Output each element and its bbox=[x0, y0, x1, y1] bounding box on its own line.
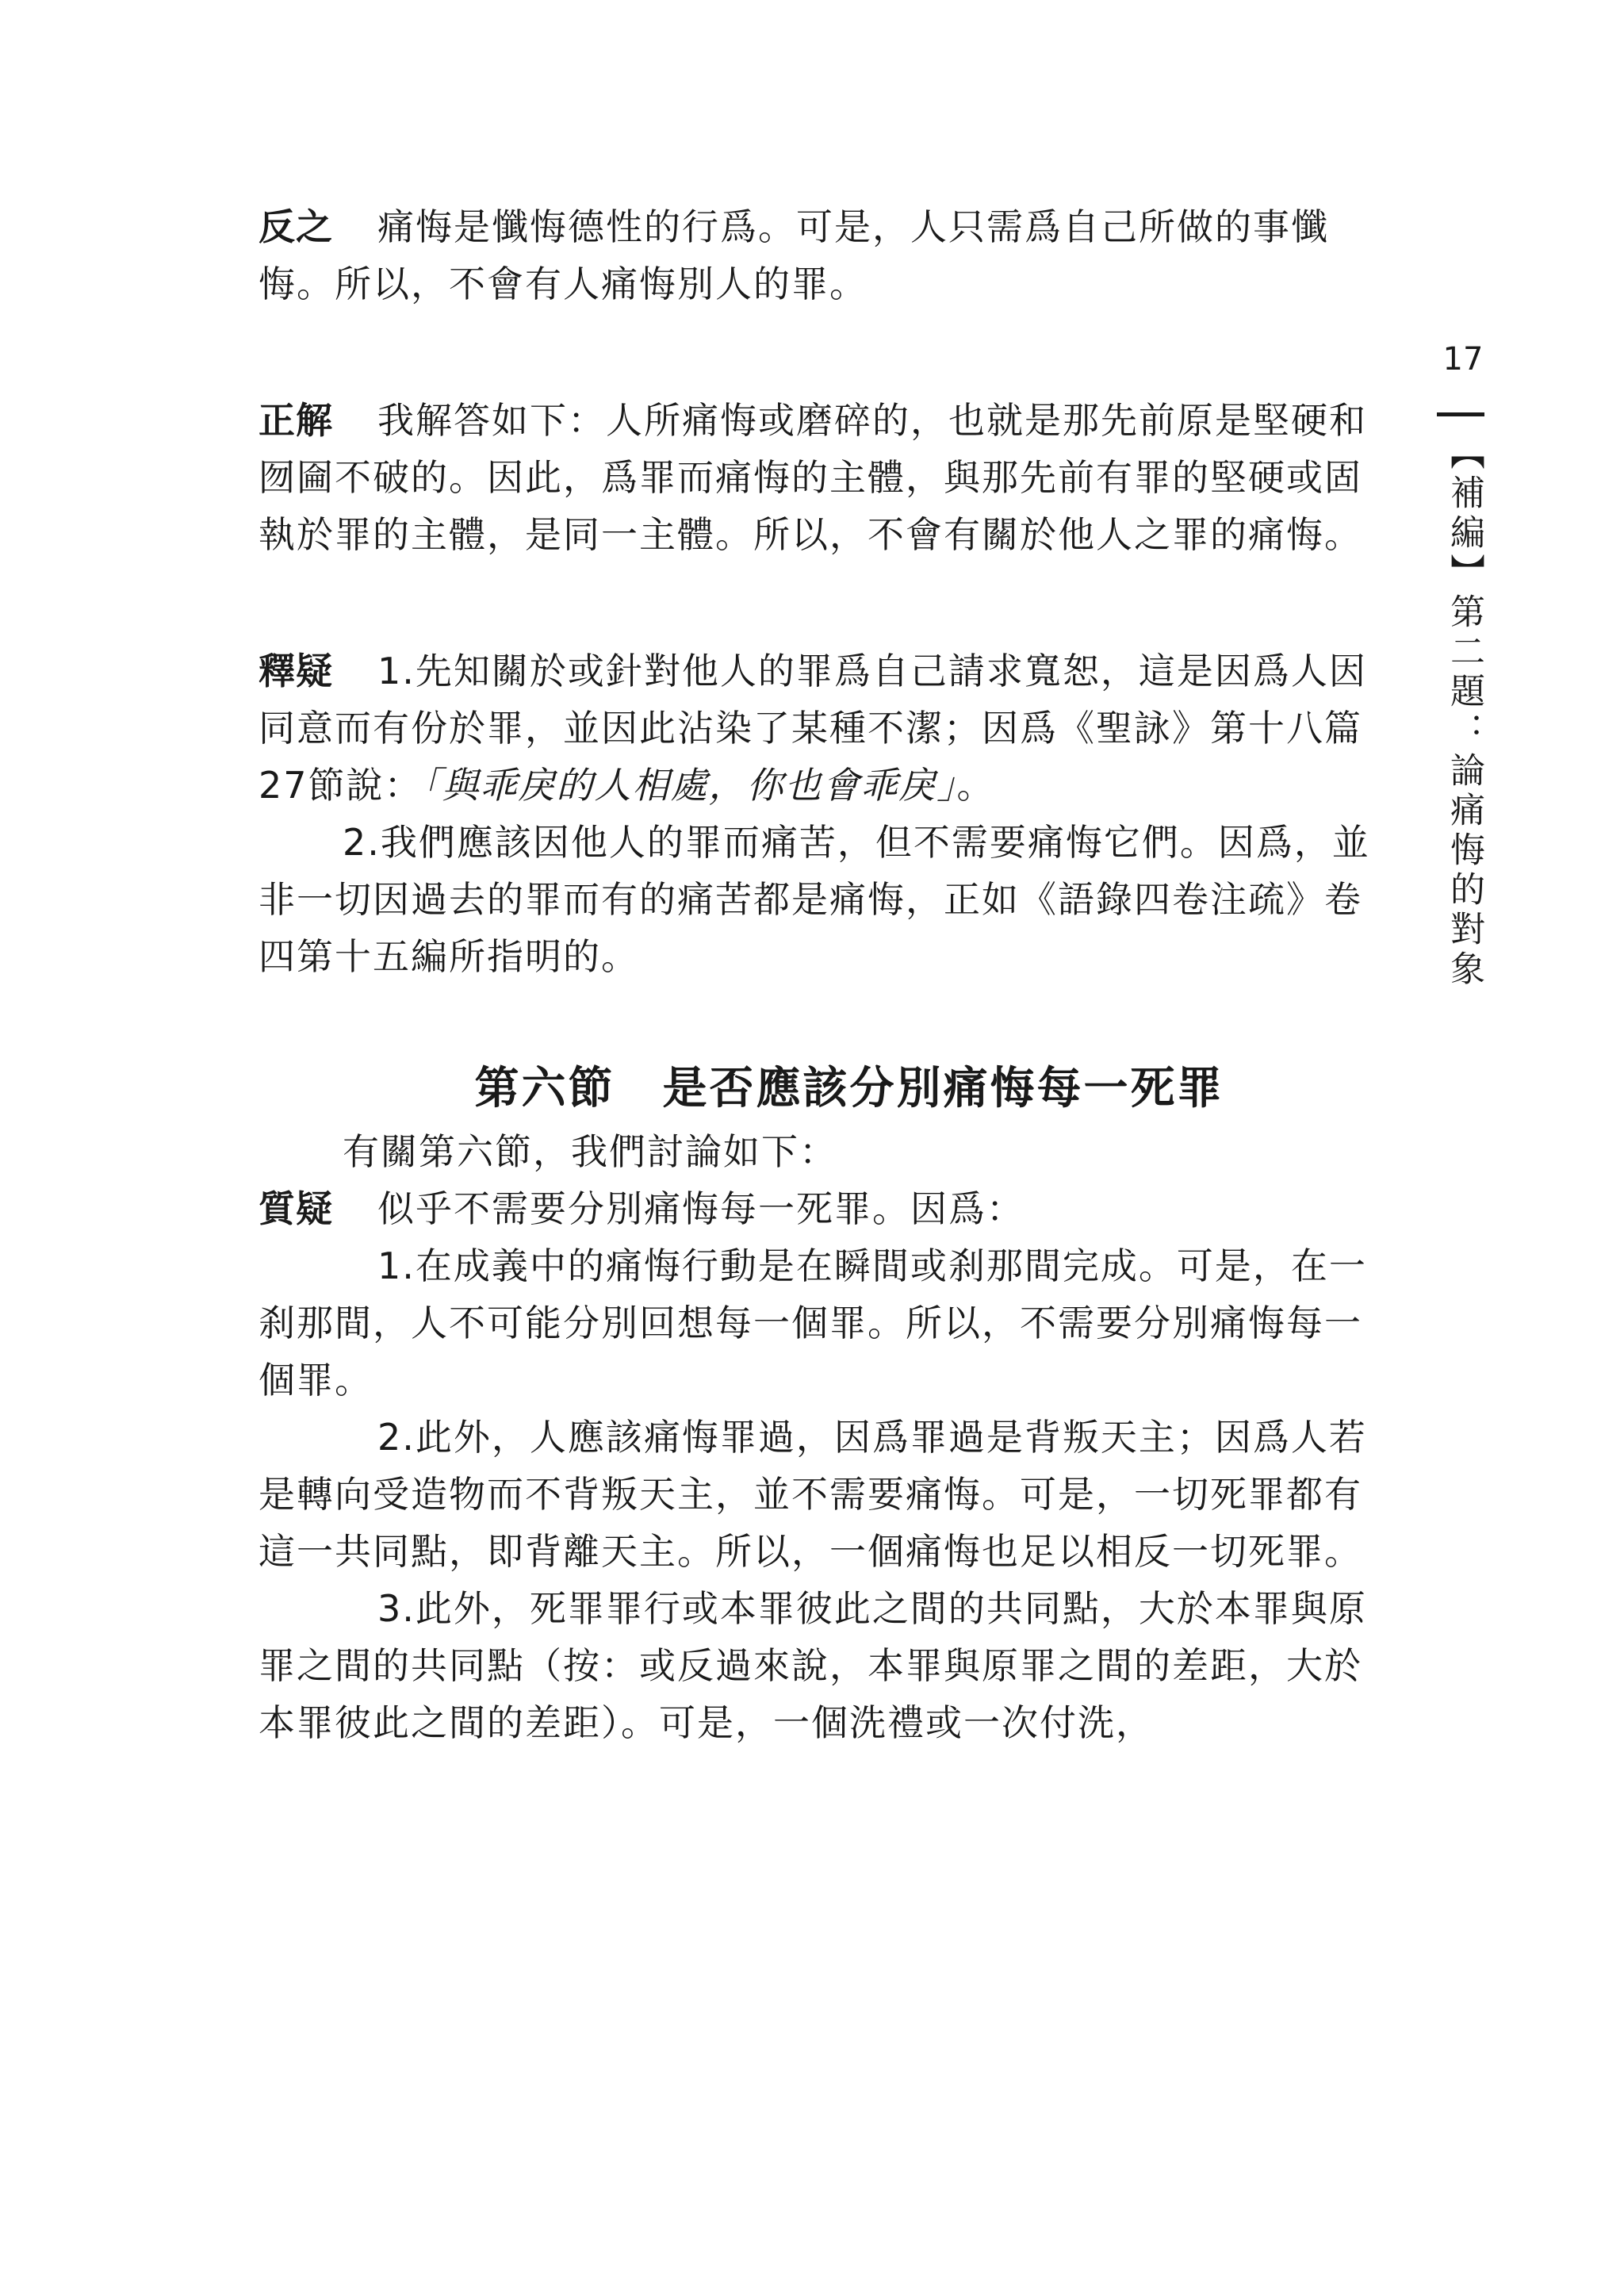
page-number: 17 bbox=[1442, 341, 1484, 378]
paragraph-reply-1-text-a: 1.先知關於或針對他人的罪爲自己請求寬恕，這是因爲人因同意而有份於罪，並因此沾染了某種不潔；因爲《聖詠》第十八篇27節說： bbox=[259, 650, 1367, 807]
paragraph-contra-text: 痛悔是懺悔德性的行爲。可是，人只需爲自己所做的事懺悔。所以，不會有人痛悔別人的罪。 bbox=[259, 205, 1329, 305]
section-title bbox=[259, 1056, 1385, 1120]
paragraph-respondeo bbox=[259, 392, 1385, 563]
margin-rule bbox=[1437, 412, 1484, 416]
paragraph-respondeo-text: 我解答如下：人所痛悔或磨碎的，也就是那先前原是堅硬和囫圇不破的。因此，爲罪而痛悔的主體，與那先前有罪的堅硬或固執於罪的主體，是同一主體。所以，不會有關於他人之罪的痛悔。 bbox=[259, 399, 1367, 556]
label-reply: 釋疑 bbox=[259, 650, 333, 692]
spacer bbox=[259, 313, 1385, 392]
paragraph-intro: 有關第六節，我們討論如下： bbox=[343, 1130, 837, 1173]
paragraph-reply-1-text-b: 。 bbox=[956, 764, 995, 807]
paragraph-contra bbox=[259, 198, 1385, 313]
spacer bbox=[259, 985, 1385, 1056]
paragraph-reply-1 bbox=[259, 642, 1385, 814]
label-contra: 反之 bbox=[259, 205, 333, 248]
paragraph-objection bbox=[259, 1180, 1385, 1237]
section-heading: 是否應該分別痛悔每一死罪 bbox=[662, 1062, 1224, 1114]
running-head: 【補編】第二題：論痛悔的對象 bbox=[1444, 435, 1484, 990]
paragraph-reply-2: 2.我們應該因他人的罪而痛苦，但不需要痛悔它們。因爲，並非一切因過去的罪而有的痛苦都是痛悔，正如《語錄四卷注疏》卷四第十五編所指明的。 bbox=[259, 821, 1370, 978]
label-objection: 質疑 bbox=[259, 1187, 333, 1230]
psalm-quote: 「與乖戾的人相處，你也會乖戾」 bbox=[422, 764, 957, 807]
paragraph-objection-1: 1.在成義中的痛悔行動是在瞬間或刹那間完成。可是，在一刹那間，人不可能分別回想每一個罪。所以，不需要分別痛悔每一個罪。 bbox=[259, 1244, 1367, 1401]
label-respondeo: 正解 bbox=[259, 399, 333, 442]
paragraph-objection-3: 3.此外，死罪罪行或本罪彼此之間的共同點，大於本罪與原罪之間的共同點（按：或反過來說，本罪與原罪之間的差距，大於本罪彼此之間的差距）。可是，一個洗禮或一次付洗， bbox=[259, 1587, 1367, 1744]
body-text bbox=[259, 198, 1385, 1751]
section-number: 第六節 bbox=[474, 1062, 615, 1114]
paragraph-objection-2: 2.此外，人應該痛悔罪過，因爲罪過是背叛天主；因爲人若是轉向受造物而不背叛天主，並不需要痛悔。可是，一切死罪都有這一共同點，即背離天主。所以，一個痛悔也足以相反一切死罪。 bbox=[259, 1416, 1367, 1573]
paragraph-objection-text: 似乎不需要分別痛悔每一死罪。因爲： bbox=[377, 1187, 1025, 1230]
spacer bbox=[259, 563, 1385, 642]
